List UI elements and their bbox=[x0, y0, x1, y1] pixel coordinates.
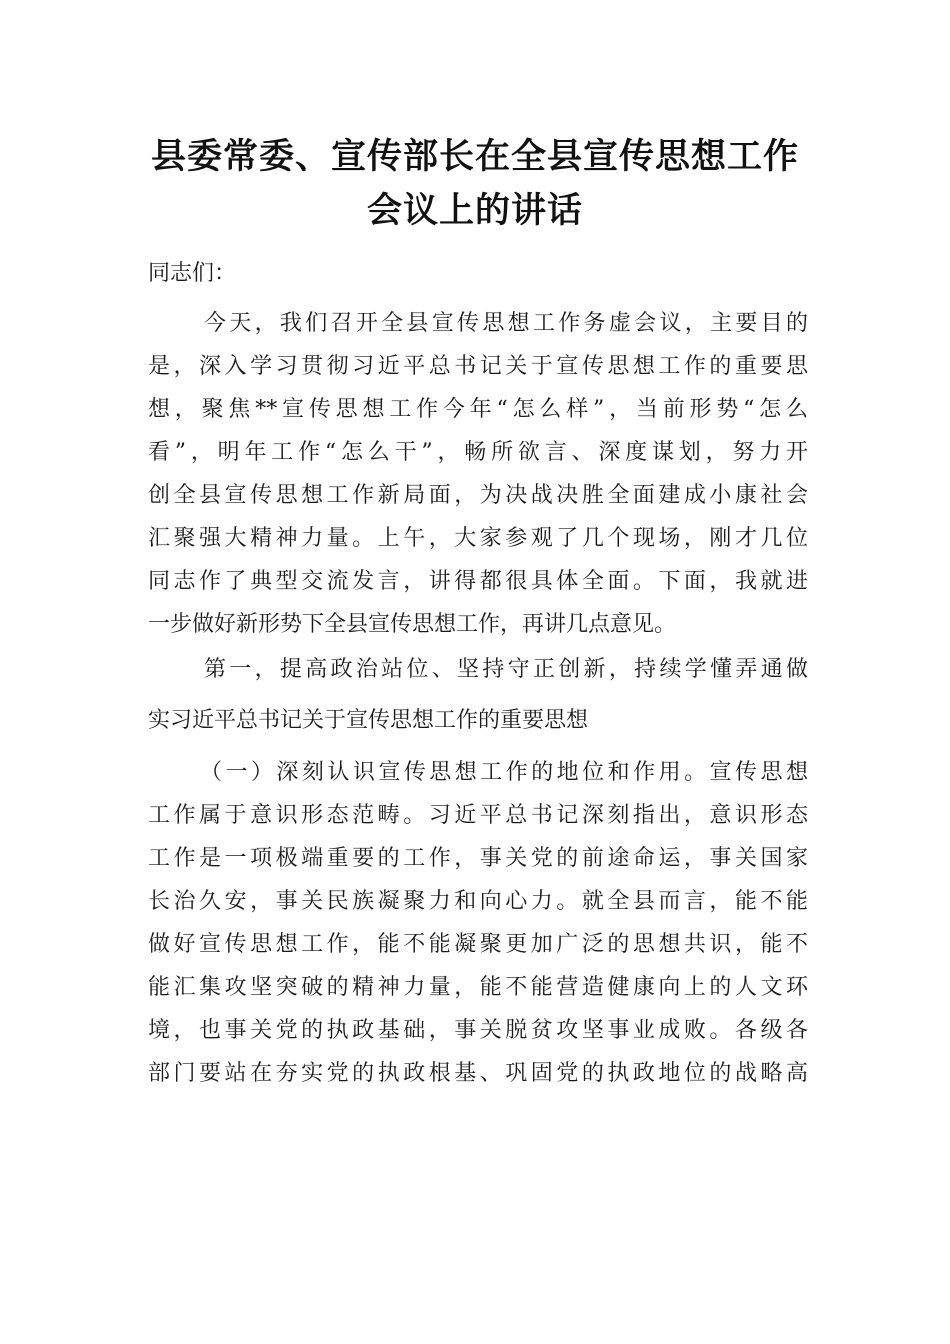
paragraph-line: 能汇集攻坚突破的精神力量，能不能营造健康向上的人文环 bbox=[148, 975, 808, 1000]
paragraph-line: 部门要站在夯实党的执政根基、巩固党的执政地位的战略高 bbox=[148, 1061, 808, 1086]
document-title-line-2: 会议上的讲话 bbox=[366, 191, 583, 231]
paragraph-line: 做好宣传思想工作，能不能凝聚更加广泛的思想共识，能不 bbox=[148, 932, 808, 957]
paragraph-line: 境，也事关党的执政基础，事关脱贫攻坚事业成败。各级各 bbox=[148, 1018, 808, 1043]
paragraph-line: 汇聚强大精神力量。上午，大家参观了几个现场，刚才几位 bbox=[148, 526, 808, 551]
paragraph-line: （一）深刻认识宣传思想工作的地位和作用。宣传思想 bbox=[200, 760, 808, 785]
paragraph-line: 工作是一项极端重要的工作，事关党的前途命运，事关国家 bbox=[148, 846, 808, 871]
paragraph-line: 同志作了典型交流发言，讲得都很具体全面。下面，我就进 bbox=[148, 569, 808, 594]
paragraph-line: 长治久安，事关民族凝聚力和向心力。就全县而言，能不能 bbox=[148, 889, 808, 914]
paragraph-line: 看”，明年工作“怎么干”，畅所欲言、深度谋划，努力开 bbox=[148, 440, 808, 465]
document-title-line-1: 县委常委、宣传部长在全县宣传思想工作 bbox=[150, 137, 799, 177]
section-heading-line: 第一，提高政治站位、坚持守正创新，持续学懂弄通做 bbox=[204, 657, 808, 682]
paragraph-line: 是，深入学习贯彻习近平总书记关于宣传思想工作的重要思 bbox=[148, 354, 808, 379]
paragraph-line: 想，聚焦**宣传思想工作今年“怎么样”，当前形势“怎么 bbox=[148, 397, 808, 422]
paragraph-line: 创全县宣传思想工作新局面，为决战决胜全面建成小康社会 bbox=[148, 483, 808, 508]
paragraph-line: 今天，我们召开全县宣传思想工作务虚会议，主要目的 bbox=[204, 311, 808, 336]
paragraph-line: 工作属于意识形态范畴。习近平总书记深刻指出，意识形态 bbox=[148, 803, 808, 828]
paragraph-line: 一步做好新形势下全县宣传思想工作，再讲几点意见。 bbox=[148, 612, 677, 637]
salutation: 同志们： bbox=[148, 261, 237, 286]
section-heading-line: 实习近平总书记关于宣传思想工作的重要思想 bbox=[148, 708, 589, 733]
